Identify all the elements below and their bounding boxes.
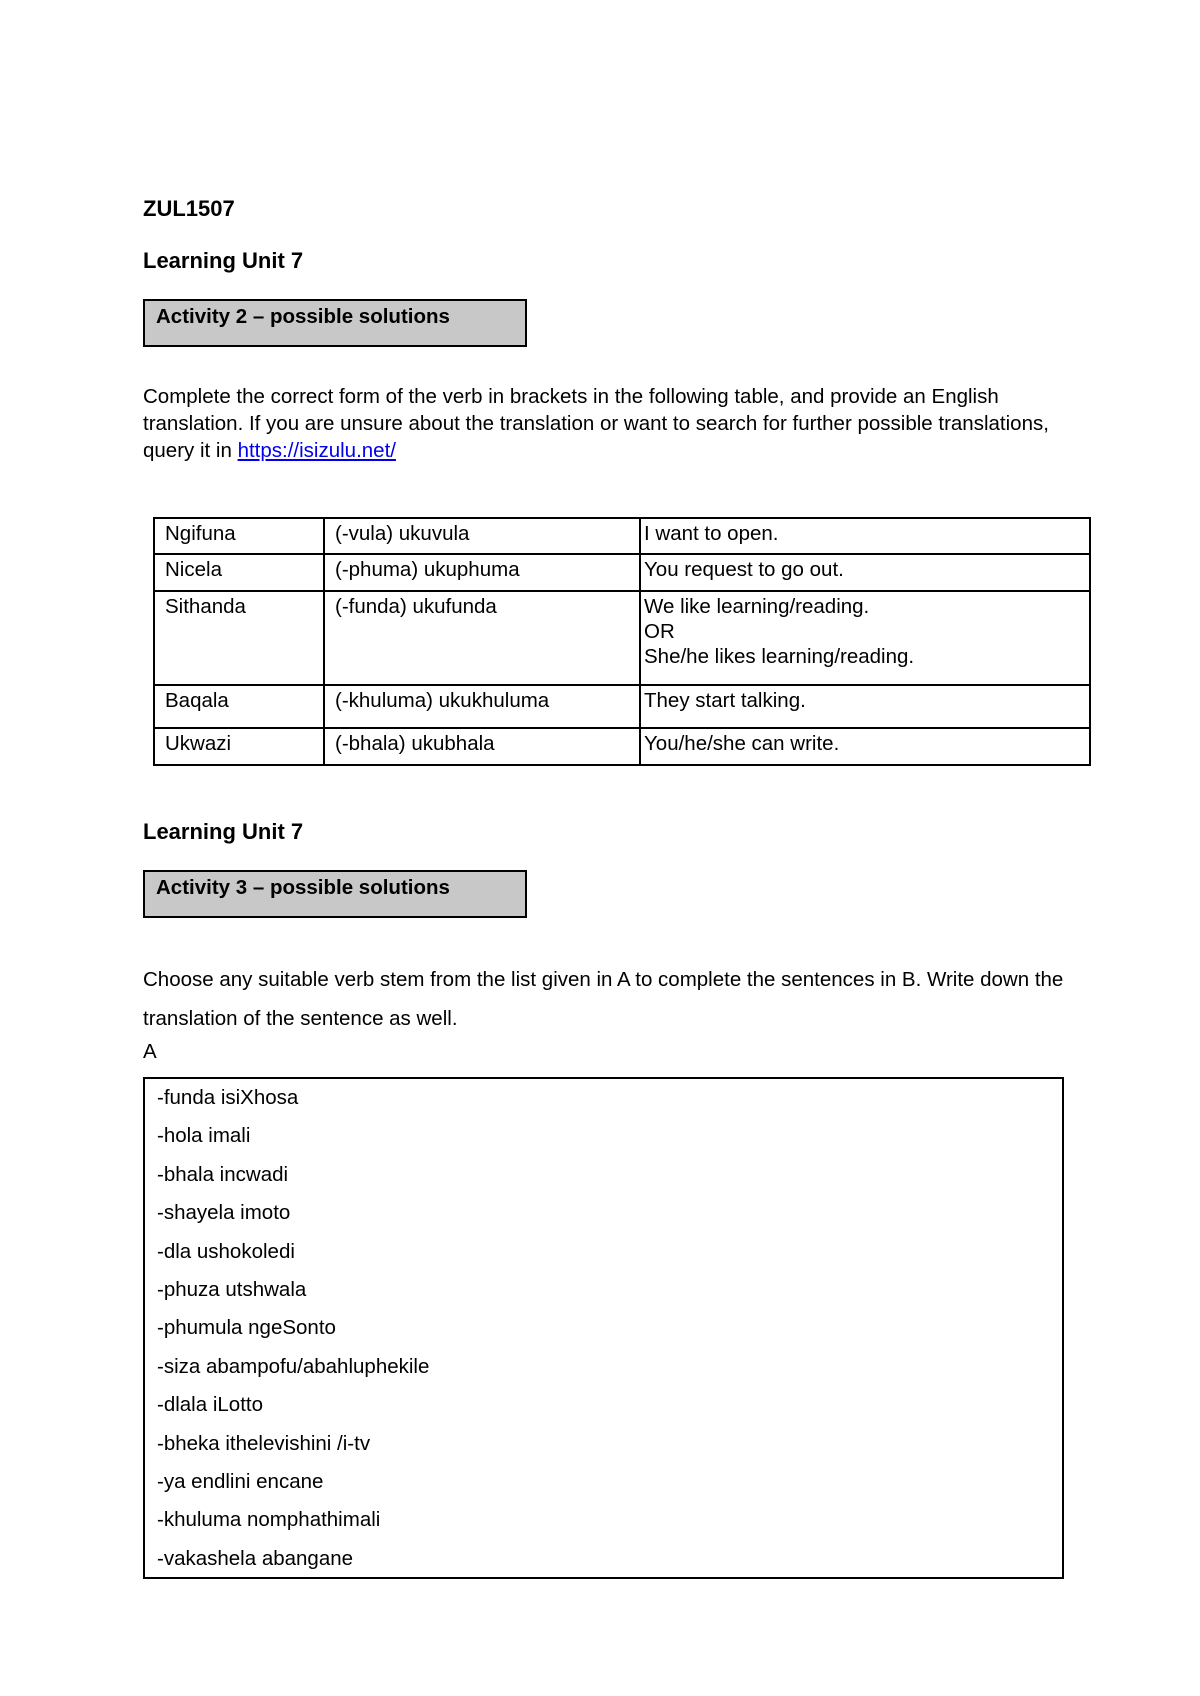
- table-cell-verb: Sithanda: [154, 591, 324, 685]
- translation-line: They start talking.: [644, 689, 806, 712]
- list-item: -dla ushokoledi: [157, 1239, 295, 1263]
- table-cell-form: (-khuluma) ukukhuluma: [324, 685, 640, 728]
- list-item: -funda isiXhosa: [157, 1086, 299, 1109]
- table-cell-translation: [640, 685, 1090, 728]
- list-item: -shayela imoto: [157, 1201, 291, 1225]
- table-cell-form: (-phuma) ukuphuma: [324, 554, 640, 591]
- activity-3-instructions: Choose any suitable verb stem from the list given in A to complete the sentences in B. Write down the translation of the sentence as well.: [143, 968, 1064, 1030]
- translation-line: You/he/she can write.: [644, 732, 840, 755]
- table-cell-form: (-funda) ukufunda: [324, 591, 640, 685]
- list-item: -bheka ithelevishini /i-tv: [157, 1431, 371, 1455]
- list-item: -hola imali: [157, 1124, 251, 1148]
- table-cell-form: (-bhala) ukubhala: [324, 728, 640, 765]
- table-cell-translation: [640, 591, 1090, 685]
- table-cell-translation: [640, 518, 1090, 554]
- verb-form-table: [153, 517, 1091, 766]
- verb-stem-list-box: [143, 1077, 1064, 1579]
- table-cell-verb: Ngifuna: [154, 518, 324, 554]
- unit-heading-1: Learning Unit 7: [143, 248, 304, 273]
- list-item: -dlala iLotto: [157, 1393, 263, 1417]
- list-item: -khuluma nomphathimali: [157, 1508, 381, 1532]
- translation-line: We like learning/reading.: [644, 595, 870, 618]
- list-item: -bhala incwadi: [157, 1162, 289, 1186]
- table-row: [154, 518, 1090, 554]
- translation-line: I want to open.: [644, 522, 779, 545]
- list-item: -siza abampofu/abahluphekile: [157, 1354, 430, 1378]
- list-item: -ya endlini encane: [157, 1469, 324, 1493]
- verb-stem-list: [157, 1083, 1062, 1582]
- list-label-a: A: [143, 1040, 157, 1063]
- activity-2-instructions: [143, 383, 1073, 464]
- unit-heading-2: Learning Unit 7: [143, 819, 304, 844]
- table-cell-form: (-vula) ukuvula: [324, 518, 640, 554]
- table-row: [154, 554, 1090, 591]
- table-row: [154, 685, 1090, 728]
- table-cell-verb: Nicela: [154, 554, 324, 591]
- table-cell-translation: [640, 554, 1090, 591]
- translation-line: OR: [644, 620, 675, 643]
- course-code: ZUL1507: [143, 196, 235, 221]
- translation-line: You request to go out.: [644, 558, 844, 581]
- activity-2-instruction-text: Complete the correct form of the verb in brackets in the following table, and provide an English translation. If you are unsure about the translation or want to search for further possible translations, query it in: [143, 385, 1049, 462]
- table-cell-translation: [640, 728, 1090, 765]
- table-cell-verb: Baqala: [154, 685, 324, 728]
- table-row: [154, 591, 1090, 685]
- list-item: -phuza utshwala: [157, 1277, 307, 1301]
- translation-line: She/he likes learning/reading.: [644, 645, 915, 668]
- list-item: -phumula ngeSonto: [157, 1316, 336, 1340]
- list-item: -vakashela abangane: [157, 1546, 354, 1570]
- table-row: [154, 728, 1090, 765]
- activity-2-label-box: Activity 2 – possible solutions: [143, 299, 527, 347]
- isizulu-link[interactable]: https://isizulu.net/: [237, 439, 396, 462]
- table-cell-verb: Ukwazi: [154, 728, 324, 765]
- activity-3-label-box: Activity 3 – possible solutions: [143, 870, 527, 918]
